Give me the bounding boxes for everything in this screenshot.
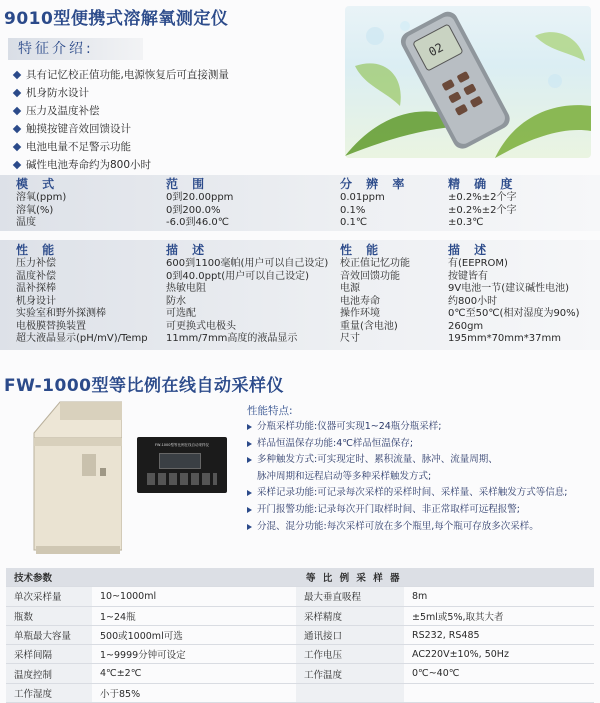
panel-buttons: [147, 473, 217, 485]
table-cell: 1~24瓶: [92, 606, 296, 625]
table-cell: 0.01ppm: [340, 192, 385, 203]
col-range: 范 围: [166, 177, 210, 192]
table-row: [16, 296, 584, 309]
table-cell: 音效回馈功能: [340, 270, 400, 282]
performance-header-row: [16, 243, 584, 258]
table-row: [16, 258, 584, 271]
table-cell: 超大液晶显示(pH/mV)/Temp: [16, 333, 148, 344]
sampler-cabinet-image: [22, 398, 122, 558]
table-row: [16, 333, 584, 346]
table-row: [6, 683, 594, 702]
table-cell: 按键皆有: [448, 270, 488, 282]
table-cell: 小于85%: [92, 683, 296, 702]
table-cell: 通讯接口: [296, 625, 404, 644]
table-cell: 电极膜替换装置: [16, 320, 86, 332]
table-cell: 约800小时: [448, 295, 498, 307]
table-row: [6, 625, 594, 644]
table-row: [16, 271, 584, 284]
product1-performance-table: [16, 243, 584, 346]
table-cell: 压力补偿: [16, 258, 56, 269]
table-cell: [404, 683, 594, 702]
feature-item: 多种触发方式:可实现定时、累积流量、脉冲、流量周期、: [247, 452, 592, 469]
feature-item: 机身防水设计: [14, 84, 229, 102]
table-row: [16, 321, 584, 334]
table-cell: 工作湿度: [6, 683, 92, 702]
control-panel-image: [137, 437, 227, 493]
table-cell: 溶氧(ppm): [16, 192, 67, 203]
table-cell: -6.0到46.0℃: [166, 217, 230, 228]
table-cell: 600到1100毫帕(用户可以自己设定): [166, 258, 329, 269]
specs-header-row: [16, 177, 584, 192]
panel-screen: [159, 453, 201, 469]
table-cell: 采样间隔: [6, 645, 92, 664]
product2-features-heading: 性能特点:: [247, 405, 293, 417]
table-cell: ±0.2%±2个字: [448, 192, 517, 203]
col-description-2: 描 述: [448, 243, 492, 258]
table-row: [16, 283, 584, 296]
col-resolution: 分 辨 率: [340, 177, 410, 192]
product1-features-heading: 特征介绍:: [8, 38, 143, 60]
table-row: [16, 308, 584, 321]
table-header-row: [6, 568, 594, 587]
table-cell: 采样精度: [296, 606, 404, 625]
table-cell: 8m: [404, 587, 594, 606]
table-row: [16, 192, 584, 205]
table-cell: 实验室和野外探测棒: [16, 308, 106, 319]
cabinet-illustration: [22, 398, 122, 558]
table-cell: RS232, RS485: [404, 625, 594, 644]
feature-item: 脉冲周期和远程启动等多种采样触发方式;: [257, 470, 432, 482]
table-cell: 500或1000ml可选: [92, 625, 296, 644]
table-cell: [296, 683, 404, 702]
table-cell: 温度补偿: [16, 270, 56, 282]
table-cell: 11mm/7mm高度的液晶显示: [166, 333, 298, 344]
meter-illustration: [345, 6, 591, 158]
table-cell: 重量(含电池): [340, 320, 398, 332]
sampler-specs-table: [6, 568, 594, 703]
col-performance: 性 能: [16, 243, 60, 258]
table-cell: ±0.2%±2个字: [448, 204, 517, 216]
table-cell: 0.1℃: [340, 217, 368, 228]
table-cell: 校正值记忆功能: [340, 258, 410, 269]
table-cell: 电源: [340, 283, 360, 294]
col-description: 描 述: [166, 243, 210, 258]
table-cell: 最大垂直吸程: [296, 587, 404, 606]
table-cell: ±0.3℃: [448, 217, 484, 228]
product1-feature-list: [14, 66, 229, 174]
table-cell: ±5ml或5%,取其大者: [404, 606, 594, 625]
header-left: 技术参数: [6, 568, 296, 587]
feature-item: 具有记忆校正值功能,电源恢复后可直接测量: [14, 66, 229, 84]
feature-item: 分混、混分功能:每次采样可放在多个瓶里,每个瓶可存放多次采样。: [247, 519, 592, 536]
header-center: 等 比 例 采 样 器: [296, 568, 594, 587]
product2-feature-list: [247, 419, 592, 535]
table-cell: 温度控制: [6, 664, 92, 683]
table-cell: 单瓶最大容量: [6, 625, 92, 644]
feature-item: 压力及温度补偿: [14, 102, 229, 120]
table-cell: 瓶数: [6, 606, 92, 625]
feature-item: 开门报警功能:记录每次开门取样时间、非正常取样可远程报警;: [247, 502, 592, 519]
table-cell: 热敏电阻: [166, 283, 206, 294]
table-cell: 单次采样量: [6, 587, 92, 606]
table-cell: 195mm*70mm*37mm: [448, 333, 561, 344]
table-row: [16, 205, 584, 218]
table-cell: 工作电压: [296, 645, 404, 664]
table-cell: 0.1%: [340, 204, 366, 216]
table-row: [16, 217, 584, 230]
panel-label: FW-1000型等比例在线自动采样仪: [154, 443, 209, 447]
table-cell: AC220V±10%, 50Hz: [404, 645, 594, 664]
table-cell: 尺寸: [340, 333, 360, 344]
table-cell: 0到20.00ppm: [166, 192, 234, 203]
feature-item: 样品恒温保存功能:4℃样品恒温保存;: [247, 436, 592, 453]
table-cell: 9V电池一节(建议碱性电池): [448, 283, 570, 294]
table-row: [6, 645, 594, 664]
col-accuracy: 精 确 度: [448, 177, 518, 192]
table-cell: 电池寿命: [340, 295, 380, 307]
product2-title: FW-1000型等比例在线自动采样仪: [4, 376, 284, 396]
table-cell: 260gm: [448, 320, 484, 332]
table-cell: 0℃至50℃(相对湿度为90%): [448, 308, 580, 319]
dissolved-oxygen-meter-photo: [345, 6, 591, 158]
table-row: [6, 606, 594, 625]
feature-item: 电池电量不足警示功能: [14, 138, 229, 156]
table-cell: 温补探棒: [16, 283, 56, 294]
table-cell: 0到40.0ppt(用户可以自己设定): [166, 270, 310, 282]
product1-specs-table: [16, 177, 584, 230]
col-mode: 模 式: [16, 177, 60, 192]
table-cell: 溶氧(%): [16, 204, 54, 216]
feature-item: 采样记录功能:可记录每次采样的采样时间、采样量、采样触发方式等信息;: [247, 485, 592, 502]
table-row: [6, 587, 594, 606]
feature-item: 分瓶采样功能:仪器可实现1~24瓶分瓶采样;: [247, 419, 592, 436]
col-performance-2: 性 能: [340, 243, 384, 258]
feature-item: 触摸按键音效回馈设计: [14, 120, 229, 138]
product1-title: 9010型便携式溶解氧测定仪: [4, 9, 229, 29]
table-row: [6, 664, 594, 683]
table-cell: 机身设计: [16, 295, 56, 307]
table-cell: 操作环境: [340, 308, 380, 319]
table-cell: 温度: [16, 217, 36, 228]
meter-display: 02: [426, 40, 446, 60]
table-cell: 0℃~40℃: [404, 664, 594, 683]
table-cell: 0到200.0%: [166, 204, 221, 216]
table-cell: 4℃±2℃: [92, 664, 296, 683]
table-cell: 1~9999分钟可设定: [92, 645, 296, 664]
table-cell: 可选配: [166, 308, 196, 319]
table-cell: 可更换式电极头: [166, 320, 236, 332]
table-cell: 10~1000ml: [92, 587, 296, 606]
table-cell: 工作温度: [296, 664, 404, 683]
table-cell: 有(EEPROM): [448, 258, 508, 269]
feature-item: 碱性电池寿命约为800小时: [14, 156, 229, 174]
table-cell: 防水: [166, 295, 186, 307]
